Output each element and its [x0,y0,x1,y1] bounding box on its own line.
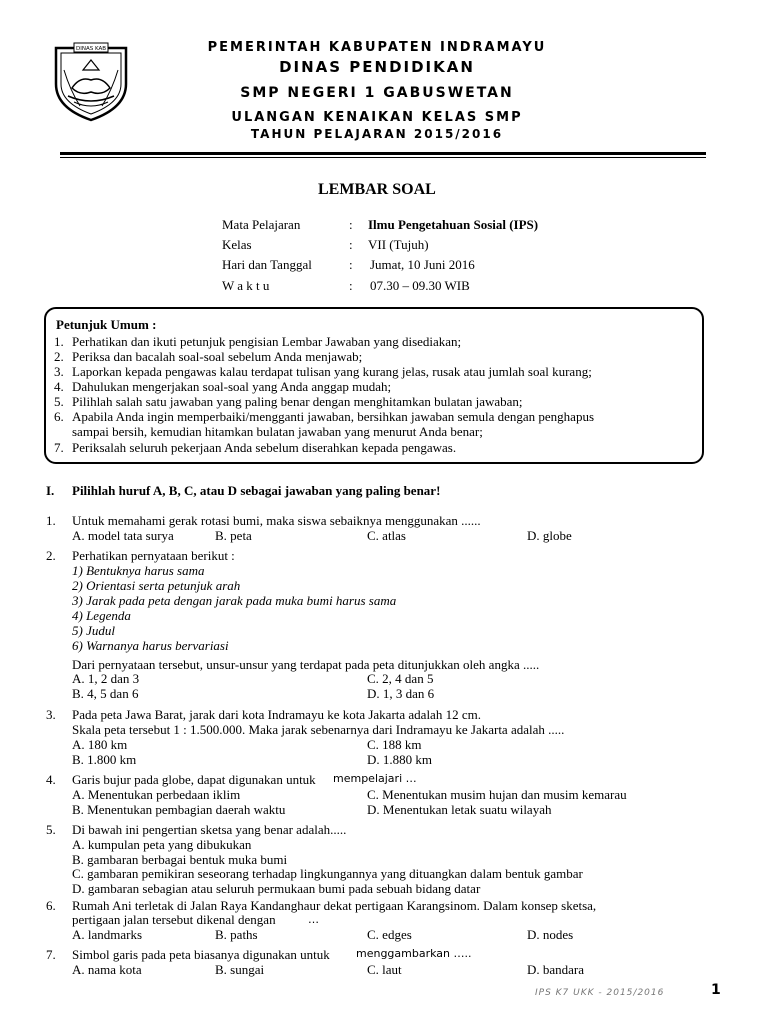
question-text: Pada peta Jawa Barat, jarak dari kota Indramayu ke kota Jakarta adalah 12 cm. [72,707,481,722]
info-sep: : [349,278,353,293]
option-b: B. paths [215,927,258,942]
instruction-text: Periksalah seluruh pekerjaan Anda sebelum diserahkan kepada pengawas. [72,440,457,455]
option-d: D. 1.880 km [367,752,432,767]
instruction-text: Periksa dan bacalah soal-soal sebelum Anda menjawab; [72,349,363,364]
instruction-num: 4. [54,379,64,394]
question-number: 6. [46,898,56,913]
header-rule-thick [60,152,706,155]
question-text: Untuk memahami gerak rotasi bumi, maka siswa sebaiknya menggunakan ...... [72,513,481,528]
question-text: Rumah Ani terletak di Jalan Raya Kandanghaur dekat pertigaan Karangsinom. Dalam konsep sketsa, [72,898,597,913]
instruction-num: 7. [54,440,64,455]
option-b: B. peta [215,528,252,543]
option-b: B. 1.800 km [72,752,137,767]
option-c: C. atlas [367,528,406,543]
question-number: 3. [46,707,56,722]
section-number: I. [46,483,55,498]
instruction-num: 1. [54,334,64,349]
question-text: Perhatikan pernyataan berikut : [72,548,235,563]
option-c: C. laut [367,962,402,977]
footer-label: IPS K7 UKK - 2015/2016 [535,988,665,998]
option-d: D. Menentukan letak suatu wilayah [367,802,552,817]
question-text: Garis bujur pada globe, dapat digunakan untuk [72,772,316,787]
instructions-box [44,307,704,464]
option-c: C. gambaran pemikiran seseorang terhadap lingkungannya yang dituangkan dalam bentuk gambar [72,866,583,881]
instruction-text: Perhatikan dan ikuti petunjuk pengisian Lembar Jawaban yang disediakan; [72,334,462,349]
option-b: B. 4, 5 dan 6 [72,686,139,701]
option-c: C. 2, 4 dan 5 [367,671,434,686]
info-subject-value: Ilmu Pengetahuan Sosial (IPS) [368,217,539,232]
question-text-tail: menggambarkan ….. [356,947,472,960]
instructions-title: Petunjuk Umum : [56,317,157,332]
question-number: 4. [46,772,56,787]
option-a: A. model tata surya [72,528,174,543]
question-number: 7. [46,947,56,962]
question-number: 1. [46,513,56,528]
info-label: Hari dan Tanggal [222,257,312,272]
option-b: B. sungai [215,962,265,977]
option-b: B. Menentukan pembagian daerah waktu [72,802,286,817]
instruction-num: 3. [54,364,64,379]
statement-item: 5) Judul [72,623,115,638]
instruction-text: Apabila Anda ingin memperbaiki/mengganti jawaban, bersihkan jawaban semula dengan penghapus [72,409,595,424]
instruction-text: Laporkan kepada pengawas kalau terdapat tulisan yang kurang jelas, rusak atau jumlah soal kurang; [72,364,592,379]
instruction-num: 2. [54,349,64,364]
option-c: C. 188 km [367,737,422,752]
info-label: Mata Pelajaran [222,217,301,232]
statement-item: 3) Jarak pada peta dengan jarak pada muka bumi harus sama [72,593,397,608]
regency-emblem-logo [50,40,132,124]
option-d: D. nodes [527,927,574,942]
info-class-value: VII (Tujuh) [368,237,429,252]
info-date-value: Jumat, 10 Juni 2016 [370,257,475,272]
header-line-year: TAHUN PELAJARAN 2015/2016 [250,127,504,141]
page-title: LEMBAR SOAL [318,181,436,198]
info-label: Kelas [222,237,252,252]
option-a: A. 1, 2 dan 3 [72,671,140,686]
question-text-line2: Skala peta tersebut 1 : 1.500.000. Maka jarak sebenarnya dari Indramayu ke Jakarta adalah ..... [72,722,565,737]
option-c: C. edges [367,927,412,942]
info-label: W a k t u [222,278,270,293]
question-text-line2: pertigaan jalan tersebut dikenal dengan [72,912,276,927]
header-line-department: DINAS PENDIDIKAN [279,58,475,76]
option-b: B. gambaran berbagai bentuk muka bumi [72,852,288,867]
statement-item: 6) Warnanya harus bervariasi [72,638,229,653]
statement-item: 4) Legenda [72,608,131,623]
question-text-tail: … [308,913,319,926]
option-d: D. gambaran sebagian atau seluruh permukaan bumi pada sebuah bidang datar [72,881,481,896]
header-line-school: SMP NEGERI 1 GABUSWETAN [240,85,514,101]
option-a: A. 180 km [72,737,128,752]
instruction-text: Pilihlah salah satu jawaban yang paling benar dengan menghitamkan bulatan jawaban; [72,394,523,409]
section-title: Pilihlah huruf A, B, C, atau D sebagai jawaban yang paling benar! [72,483,441,498]
question-text-tail: mempelajari … [333,772,417,785]
question-text: Di bawah ini pengertian sketsa yang benar adalah..... [72,822,347,837]
info-sep: : [349,237,353,252]
instruction-text-continued: sampai bersih, kemudian hitamkan bulatan jawaban yang menurut Anda benar; [72,424,483,439]
info-sep: : [349,257,353,272]
instruction-num: 6. [54,409,64,424]
option-d: D. globe [527,528,572,543]
info-time-value: 07.30 – 09.30 WIB [370,278,470,293]
question-number: 5. [46,822,56,837]
instruction-num: 5. [54,394,64,409]
header-rule-thin [60,157,706,158]
option-d: D. bandara [527,962,585,977]
instruction-text: Dahulukan mengerjakan soal-soal yang Anda anggap mudah; [72,379,392,394]
page-number: 1 [711,982,721,998]
header-line-exam: ULANGAN KENAIKAN KELAS SMP [231,110,523,125]
statement-item: 1) Bentuknya harus sama [72,563,205,578]
header-line-government: PEMERINTAH KABUPATEN INDRAMAYU [207,40,547,55]
option-a: A. nama kota [72,962,142,977]
option-d: D. 1, 3 dan 6 [367,686,435,701]
option-c: C. Menentukan musim hujan dan musim kemarau [367,787,627,802]
question-number: 2. [46,548,56,563]
statement-item: 2) Orientasi serta petunjuk arah [72,578,241,593]
question-prompt: Dari pernyataan tersebut, unsur-unsur yang terdapat pada peta ditunjukkan oleh angka ..... [72,657,540,672]
option-a: A. kumpulan peta yang dibukukan [72,837,252,852]
info-sep: : [349,217,353,232]
logo-banner-text: DINAS KAB [75,46,107,52]
question-text: Simbol garis pada peta biasanya digunakan untuk [72,947,330,962]
option-a: A. landmarks [72,927,143,942]
option-a: A. Menentukan perbedaan iklim [72,787,241,802]
